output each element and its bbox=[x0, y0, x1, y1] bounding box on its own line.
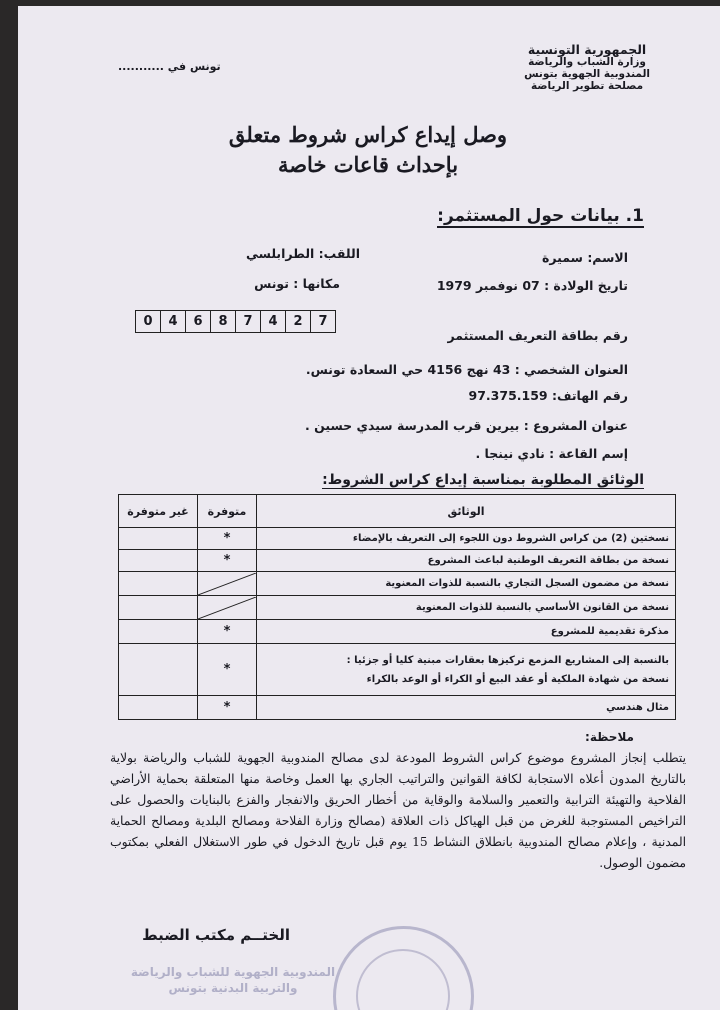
birth-place: مكانها : تونس bbox=[254, 276, 340, 291]
birth-date: تاريخ الولادة : 07 نوفمبر 1979 bbox=[436, 278, 628, 293]
crossed-out-cell bbox=[198, 596, 257, 620]
letterhead bbox=[524, 44, 650, 92]
cin-digit: 8 bbox=[210, 310, 236, 333]
doc-cell-line: بالنسبة إلى المشاريع المزمع تركيزها بعقارات مبنية كليا أو جزئيا : bbox=[346, 654, 669, 666]
personal-address: العنوان الشخصي : 43 نهج 4156 حي السعادة تونس. bbox=[305, 362, 628, 377]
document-page bbox=[18, 6, 720, 1010]
letterhead-delegation: المندوبية الجهوية بتونس bbox=[524, 68, 650, 80]
letterhead-service: مصلحة تطوير الرياضة bbox=[531, 80, 644, 92]
not-available-cell bbox=[119, 696, 198, 720]
project-address: عنوان المشروع : بيرين قرب المدرسة سيدي حسين . bbox=[305, 418, 628, 433]
doc-cell: نسخة من مضمون السجل التجاري بالنسبة للذوات المعنوية bbox=[257, 572, 676, 596]
available-mark: * bbox=[198, 644, 257, 696]
not-available-cell bbox=[119, 572, 198, 596]
notes-heading: ملاحظة: bbox=[585, 730, 634, 744]
document-title bbox=[218, 120, 518, 180]
cin-digit: 6 bbox=[185, 310, 211, 333]
table-row bbox=[119, 550, 676, 572]
doc-cell: مثال هندسي bbox=[257, 696, 676, 720]
last-name: اللقب: الطرابلسي bbox=[245, 246, 360, 261]
cin-digit: 2 bbox=[285, 310, 311, 333]
available-mark: * bbox=[198, 620, 257, 644]
not-available-cell bbox=[119, 644, 198, 696]
doc-cell: نسخة من القانون الأساسي بالنسبة للذوات المعنوية bbox=[257, 596, 676, 620]
not-available-cell bbox=[119, 528, 198, 550]
cin-label: رقم بطاقة التعريف المستثمر bbox=[447, 328, 628, 343]
doc-cell-line: نسخة من شهادة الملكية أو عقد البيع أو الكراء أو الوعد بالكراء bbox=[366, 673, 669, 685]
not-available-cell bbox=[119, 550, 198, 572]
table-row bbox=[119, 572, 676, 596]
header-available: متوفرة bbox=[198, 495, 257, 528]
available-mark: * bbox=[198, 528, 257, 550]
section-investor-heading: 1. بيانات حول المستثمر: bbox=[437, 206, 644, 226]
available-mark: * bbox=[198, 550, 257, 572]
doc-cell bbox=[257, 644, 676, 696]
not-available-cell bbox=[119, 620, 198, 644]
cin-boxes bbox=[136, 310, 336, 333]
cin-digit: 0 bbox=[135, 310, 161, 333]
notes-text: يتطلب إنجاز المشروع موضوع كراس الشروط المودعة لدى مصالح المندوبية الجهوية للشباب والرياضة بولاية بالتاريخ المدون أعلاه الاستجابة لكافة القوانين والتراتيب الجاري بها العمل وخاصة منها المتعلقة بحماية الأراضي الفلاحية والتهيئة الترابية والتعمير والسلامة والوقاية من أخطار الحريق والانفجار والفزع بالبنايات والحصول على التراخيص المستوجبة للغرض من قبل الهياكل ذات العلاقة (مصالح وزارة الفلاحة ومصالح البلدية ومصالح الحماية المدنية ، وإعلام مصالح المندوبية بانطلاق النشاط 15 يوم قبل تاريخ الدخول في طور الاستغلال الفعلي بمكتوب مضمون الوصول. bbox=[110, 751, 686, 870]
doc-cell: نسختين (2) من كراس الشروط دون اللجوء إلى التعريف بالإمضاء bbox=[257, 528, 676, 550]
header-documents: الوثائق bbox=[257, 495, 676, 528]
doc-cell: نسخة من بطاقة التعريف الوطنية لباعث المشروع bbox=[257, 550, 676, 572]
letterhead-republic: الجمهورية التونسية bbox=[527, 42, 647, 57]
cin-digit: 4 bbox=[160, 310, 186, 333]
documents-heading: الوثائق المطلوبة بمناسبة إيداع كراس الشروط: bbox=[322, 472, 644, 488]
cin-digit: 7 bbox=[310, 310, 336, 333]
table-header-row bbox=[119, 495, 676, 528]
table-row bbox=[119, 596, 676, 620]
letterhead-ministry: وزارة الشباب والرياضة bbox=[528, 56, 646, 68]
stamp-label: الختــم مكتب الضبط bbox=[142, 926, 290, 944]
not-available-cell bbox=[119, 596, 198, 620]
doc-cell: مذكرة تقديمية للمشروع bbox=[257, 620, 676, 644]
documents-table bbox=[118, 494, 676, 720]
seal-text: المندوبية الجهوية للشباب والرياضة والتربية البدنية بتونس bbox=[130, 965, 336, 995]
cin-digit: 7 bbox=[235, 310, 261, 333]
crossed-out-cell bbox=[198, 572, 257, 596]
table-row bbox=[119, 696, 676, 720]
title-line-2: بإحداث قاعات خاصة bbox=[277, 152, 459, 177]
header-not-available: غير متوفرة bbox=[119, 495, 198, 528]
table-row bbox=[119, 528, 676, 550]
place-date: تونس في ........... bbox=[118, 60, 221, 73]
title-line-1: وصل إيداع كراس شروط متعلق bbox=[228, 122, 508, 147]
hall-name: إسم القاعة : نادي نينجا . bbox=[475, 446, 628, 461]
cin-digit: 4 bbox=[260, 310, 286, 333]
table-row bbox=[119, 620, 676, 644]
first-name: الاسم: سميرة bbox=[542, 250, 628, 265]
phone: رقم الهاتف: 97.375.159 bbox=[468, 388, 628, 403]
available-mark: * bbox=[198, 696, 257, 720]
table-row bbox=[119, 644, 676, 696]
